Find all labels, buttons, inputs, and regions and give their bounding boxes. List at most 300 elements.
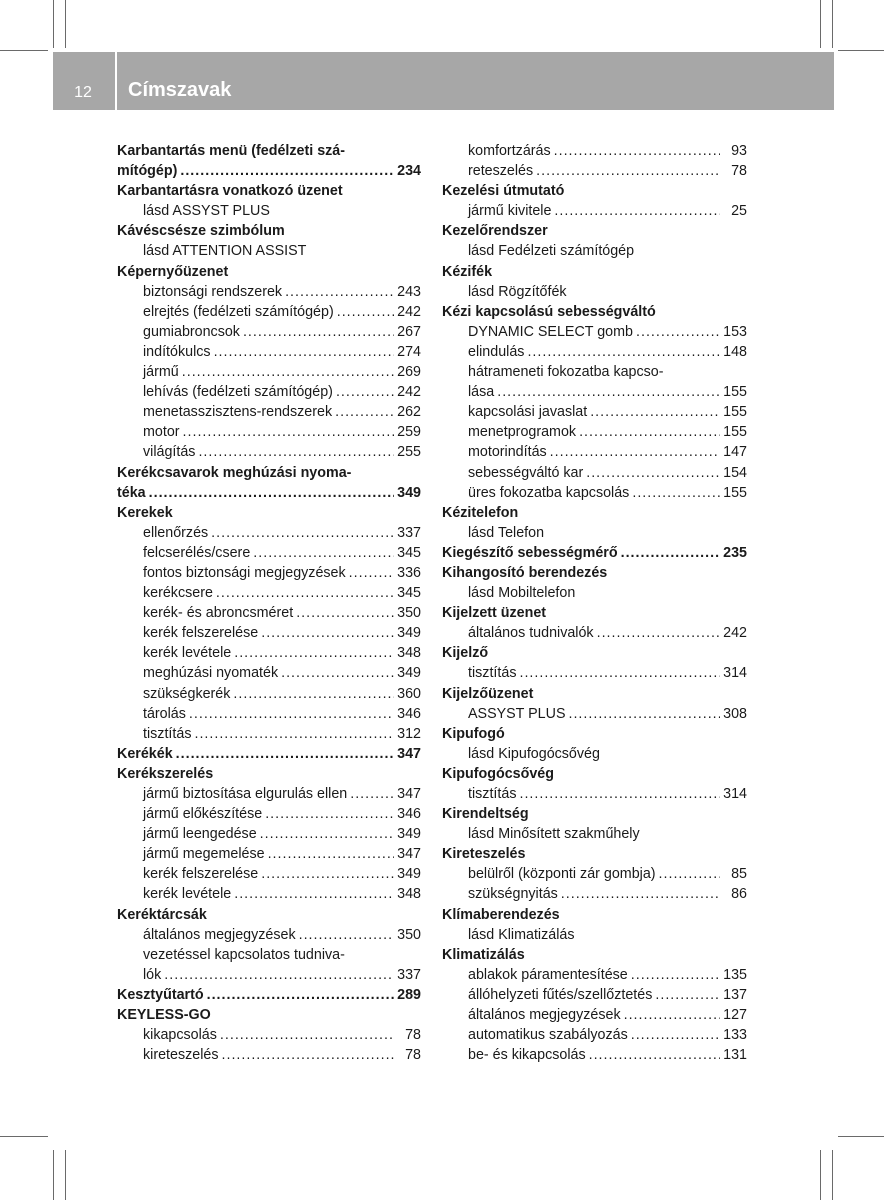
entry-text: Kézi kapcsolású sebességváltó — [442, 303, 656, 320]
entry-text: Kijelzett üzenet — [442, 605, 547, 622]
dot-leader — [497, 382, 720, 402]
dot-leader — [222, 1045, 395, 1065]
crop-mark — [65, 1150, 66, 1200]
entry-text: menetprogramok — [468, 424, 577, 441]
dot-leader — [260, 824, 394, 844]
entry-text: Karbantartásra vonatkozó üzenet — [117, 183, 343, 200]
entry-text: lásd ATTENTION ASSIST — [143, 243, 307, 260]
entry-text: hátrameneti fokozatba kapcso- — [468, 364, 664, 381]
dot-leader — [335, 402, 394, 422]
index-subentry — [117, 282, 421, 302]
entry-text: be- és kikapcsolás — [468, 1047, 586, 1064]
entry-text: lásd Rögzítőfék — [468, 283, 567, 300]
page-reference: 350 — [397, 926, 421, 943]
page-reference: 337 — [397, 524, 421, 541]
index-subentry — [117, 643, 421, 663]
dot-leader — [621, 543, 720, 563]
dot-leader — [568, 704, 720, 724]
entry-text: Kerékszerelés — [117, 765, 214, 782]
index-subentry — [117, 1025, 421, 1045]
entry-text: Kipufogócsővég — [442, 765, 554, 782]
index-subentry — [442, 201, 747, 221]
index-subentry — [117, 724, 421, 744]
entry-text: Kerékcsavarok meghúzási nyoma- — [117, 464, 352, 481]
entry-text: jármű előkészítése — [143, 806, 263, 823]
index-subentry — [442, 241, 747, 261]
entry-text: kapcsolási javaslat — [468, 404, 588, 421]
index-subentry — [117, 844, 421, 864]
index-heading — [117, 764, 421, 784]
dot-leader — [597, 623, 720, 643]
index-subentry — [117, 543, 421, 563]
crop-mark — [832, 0, 833, 48]
entry-text: fontos biztonsági megjegyzések — [143, 564, 346, 581]
index-subentry — [442, 1005, 747, 1025]
page-reference: 348 — [397, 886, 421, 903]
entry-text: szükségkerék — [143, 685, 231, 702]
entry-text: elindulás — [468, 343, 525, 360]
entry-text: tisztítás — [468, 665, 517, 682]
crop-mark — [832, 1150, 833, 1200]
entry-text: Kerekek — [117, 504, 173, 521]
index-subentry — [117, 884, 421, 904]
entry-text: menetasszisztens-rendszerek — [143, 404, 333, 421]
page-reference: 289 — [397, 986, 421, 1003]
page-reference: 347 — [397, 846, 421, 863]
page-reference: 337 — [397, 966, 421, 983]
entry-text: tisztítás — [468, 786, 517, 802]
dot-leader — [519, 784, 720, 804]
dot-leader — [631, 965, 720, 985]
page-title: Címszavak — [128, 79, 232, 101]
dot-leader — [182, 362, 394, 382]
index-subentry — [117, 201, 421, 221]
dot-leader — [337, 302, 394, 322]
index-heading — [442, 503, 747, 523]
entry-text: téka — [117, 484, 146, 501]
dot-leader — [281, 663, 394, 683]
index-subentry — [442, 161, 747, 181]
page-reference: 349 — [397, 866, 421, 883]
dot-leader — [180, 161, 394, 181]
index-heading — [442, 221, 747, 241]
entry-text: lásd Kipufogócsővég — [468, 745, 600, 762]
entry-text: Kezelési útmutató — [442, 183, 565, 200]
page-reference: 345 — [397, 585, 421, 602]
index-subentry — [117, 302, 421, 322]
index-subentry — [117, 945, 421, 965]
entry-text: tárolás — [143, 705, 186, 722]
crop-mark — [838, 1136, 884, 1137]
dot-leader — [265, 804, 394, 824]
entry-text: Klímaberendezés — [442, 906, 560, 923]
index-heading — [442, 302, 747, 322]
entry-text: elrejtés (fedélzeti számítógép) — [143, 303, 334, 320]
page-reference: 349 — [397, 826, 421, 843]
entry-text: automatikus szabályozás — [468, 1027, 628, 1044]
dot-leader — [176, 744, 394, 764]
index-subentry — [442, 322, 747, 342]
index-subentry — [442, 402, 747, 422]
page-reference: 312 — [397, 725, 421, 742]
entry-text: ablakok páramentesítése — [468, 966, 628, 983]
index-subentry — [117, 422, 421, 442]
page-reference: 78 — [405, 1027, 421, 1044]
index-subentry — [117, 784, 421, 804]
dot-leader — [243, 322, 394, 342]
dot-leader — [268, 844, 394, 864]
page-reference: 336 — [397, 564, 421, 581]
index-heading — [442, 764, 747, 784]
entry-text: kerék felszerelése — [143, 625, 259, 642]
crop-mark — [53, 1150, 54, 1200]
entry-text: világítás — [143, 444, 196, 461]
page-reference: 269 — [397, 364, 421, 381]
entry-text: lók — [143, 966, 162, 983]
entry-text: belülről (központi zár gombja) — [468, 866, 656, 883]
entry-text: szükségnyitás — [468, 886, 558, 903]
dot-leader — [296, 603, 394, 623]
index-subentry — [117, 442, 421, 462]
page-reference: 345 — [397, 544, 421, 561]
index-subentry — [117, 684, 421, 704]
index-subentry — [442, 382, 747, 402]
index-subentry — [442, 704, 747, 724]
index-subentry — [117, 362, 421, 382]
index-subentry — [117, 824, 421, 844]
index-subentry — [442, 422, 747, 442]
page-reference: 154 — [723, 464, 747, 481]
index-subentry — [117, 704, 421, 724]
entry-text: Karbantartás menü (fedélzeti szá- — [117, 143, 346, 159]
index-heading — [442, 804, 747, 824]
index-subentry — [442, 824, 747, 844]
crop-mark — [838, 50, 884, 51]
index-heading — [442, 945, 747, 965]
dot-leader — [183, 422, 394, 442]
entry-text: Kiegészítő sebességmérő — [442, 544, 618, 561]
entry-text: ellenőrzés — [143, 524, 209, 541]
entry-text: gumiabroncsok — [143, 323, 240, 340]
index-subentry — [442, 1025, 747, 1045]
dot-leader — [632, 483, 720, 503]
page-number: 12 — [74, 84, 92, 101]
entry-text: tisztítás — [143, 725, 192, 742]
entry-text: lásd Mobiltelefon — [468, 585, 576, 602]
index-subentry — [117, 241, 421, 261]
dot-leader — [536, 161, 720, 181]
page-reference: 93 — [731, 143, 747, 159]
index-subentry — [117, 523, 421, 543]
dot-leader — [194, 724, 394, 744]
index-heading — [117, 744, 421, 764]
index-heading — [442, 563, 747, 583]
index-subentry — [442, 141, 747, 161]
dot-leader — [624, 1005, 720, 1025]
entry-text: kerék- és abroncsméret — [143, 605, 294, 622]
index-subentry — [442, 463, 747, 483]
index-heading — [117, 262, 421, 282]
entry-text: Kirendeltség — [442, 806, 529, 823]
entry-text: Kávéscsésze szimbólum — [117, 223, 285, 240]
page-reference: 86 — [731, 886, 747, 903]
dot-leader — [234, 884, 394, 904]
page-reference: 360 — [397, 685, 421, 702]
index-subentry — [442, 985, 747, 1005]
index-subentry — [117, 1045, 421, 1065]
dot-leader — [261, 623, 394, 643]
index-heading — [117, 503, 421, 523]
page-reference: 346 — [397, 705, 421, 722]
page-reference: 78 — [405, 1047, 421, 1064]
index-subentry — [442, 583, 747, 603]
page-reference: 308 — [723, 705, 747, 722]
page-reference: 242 — [397, 303, 421, 320]
index-subentry — [117, 864, 421, 884]
dot-leader — [527, 342, 720, 362]
index-heading — [442, 603, 747, 623]
entry-text: Kijelzőüzenet — [442, 685, 534, 702]
entry-text: kerék levétele — [143, 645, 232, 662]
entry-text: komfortzárás — [468, 143, 551, 159]
index-heading — [117, 141, 421, 161]
page-reference: 348 — [397, 645, 421, 662]
entry-text: Kesztyűtartó — [117, 986, 204, 1003]
page-reference: 147 — [723, 444, 747, 461]
page-reference: 148 — [723, 343, 747, 360]
page-reference: 155 — [723, 484, 747, 501]
entry-text: Keréktárcsák — [117, 906, 207, 923]
entry-text: üres fokozatba kapcsolás — [468, 484, 630, 501]
dot-leader — [579, 422, 720, 442]
index-subentry — [442, 1045, 747, 1065]
entry-text: állóhelyzeti fűtés/szellőztetés — [468, 986, 653, 1003]
index-subentry — [442, 784, 747, 804]
index-subentry — [117, 322, 421, 342]
index-heading — [117, 905, 421, 925]
dot-leader — [216, 583, 394, 603]
entry-text: indítókulcs — [143, 343, 211, 360]
entry-text: lásd Fedélzeti számítógép — [468, 243, 635, 260]
dot-leader — [655, 985, 720, 1005]
entry-text: kerék felszerelése — [143, 866, 259, 883]
entry-text: lásd ASSYST PLUS — [143, 203, 270, 220]
index-heading — [442, 905, 747, 925]
page-reference: 242 — [723, 625, 747, 642]
index-subentry — [117, 342, 421, 362]
index-subentry — [442, 483, 747, 503]
entry-text: kikapcsolás — [143, 1027, 217, 1044]
page-reference: 274 — [397, 343, 421, 360]
dot-leader — [233, 684, 394, 704]
page-reference: 347 — [397, 786, 421, 802]
page-reference: 137 — [723, 986, 747, 1003]
page-reference: 155 — [723, 424, 747, 441]
dot-leader — [214, 342, 394, 362]
entry-text: reteszelés — [468, 163, 534, 180]
entry-text: motor — [143, 424, 180, 441]
entry-text: mítógép) — [117, 163, 178, 180]
index-subentry — [442, 362, 747, 382]
dot-leader — [554, 201, 720, 221]
index-subentry — [442, 965, 747, 985]
entry-text: Képernyőüzenet — [117, 263, 229, 280]
dot-leader — [550, 442, 720, 462]
crop-mark — [0, 50, 48, 51]
index-subentry — [442, 623, 747, 643]
crop-mark — [820, 0, 821, 48]
dot-leader — [350, 784, 394, 804]
index-heading — [442, 643, 747, 663]
page-reference: 127 — [723, 1007, 747, 1024]
entry-text: KEYLESS-GO — [117, 1007, 211, 1024]
entry-text: felcserélés/csere — [143, 544, 251, 561]
index-subentry — [117, 583, 421, 603]
dot-leader — [211, 523, 394, 543]
index-subentry — [442, 884, 747, 904]
entry-text: Kireteszelés — [442, 846, 526, 863]
dot-leader — [554, 141, 720, 161]
index-subentry — [117, 382, 421, 402]
index-column-left — [117, 141, 421, 1065]
dot-leader — [198, 442, 394, 462]
entry-text: Kipufogó — [442, 725, 505, 742]
index-subentry — [442, 925, 747, 945]
entry-text: Kézitelefon — [442, 504, 519, 521]
index-subentry — [442, 282, 747, 302]
index-subentry — [442, 523, 747, 543]
entry-text: kerék levétele — [143, 886, 232, 903]
entry-text: általános megjegyzések — [143, 926, 296, 943]
index-subentry — [117, 603, 421, 623]
page-reference: 242 — [397, 384, 421, 401]
dot-leader — [149, 483, 394, 503]
page-reference: 155 — [723, 404, 747, 421]
page-reference: 155 — [723, 384, 747, 401]
crop-mark — [53, 0, 54, 48]
index-heading — [442, 262, 747, 282]
index-column-right — [442, 141, 747, 1065]
index-subentry — [117, 563, 421, 583]
entry-text: lehívás (fedélzeti számítógép) — [143, 384, 333, 401]
entry-text: kerékcsere — [143, 585, 213, 602]
index-heading — [442, 724, 747, 744]
dot-leader — [561, 884, 720, 904]
entry-text: lásd Telefon — [468, 524, 545, 541]
dot-leader — [519, 663, 720, 683]
entry-text: motorindítás — [468, 444, 547, 461]
index-subentry — [442, 864, 747, 884]
entry-text: Kihangosító berendezés — [442, 564, 608, 581]
index-heading — [117, 181, 421, 201]
page-reference: 350 — [397, 605, 421, 622]
entry-text: jármű — [143, 364, 179, 381]
index-subentry — [442, 663, 747, 683]
index-heading — [442, 543, 747, 563]
entry-text: jármű kivitele — [468, 203, 552, 220]
dot-leader — [285, 282, 394, 302]
page-reference: 349 — [397, 484, 421, 501]
entry-text: Kezelőrendszer — [442, 223, 548, 240]
index-heading — [117, 985, 421, 1005]
page-reference: 235 — [723, 544, 747, 561]
index-subentry — [117, 804, 421, 824]
entry-text: lásd Minősített szakműhely — [468, 826, 640, 843]
page-reference: 349 — [397, 665, 421, 682]
index-subentry — [442, 342, 747, 362]
dot-leader — [299, 925, 394, 945]
page-reference: 85 — [731, 866, 747, 883]
index-heading — [117, 463, 421, 483]
entry-text: Kerékék — [117, 745, 173, 762]
entry-text: Kijelző — [442, 645, 489, 662]
page-reference: 243 — [397, 283, 421, 300]
page-reference: 314 — [723, 786, 747, 802]
entry-text: ASSYST PLUS — [468, 705, 566, 722]
index-heading — [117, 221, 421, 241]
dot-leader — [349, 563, 394, 583]
entry-text: lásd Klimatizálás — [468, 926, 575, 943]
page-reference: 131 — [723, 1047, 747, 1064]
entry-text: jármű megemelése — [143, 846, 265, 863]
dot-leader — [189, 704, 394, 724]
index-heading — [117, 161, 421, 181]
dot-leader — [253, 543, 394, 563]
entry-text: biztonsági rendszerek — [143, 283, 283, 300]
index-subentry — [117, 402, 421, 422]
page-reference: 135 — [723, 966, 747, 983]
index-subentry — [442, 442, 747, 462]
dot-leader — [586, 463, 720, 483]
entry-text: kireteszelés — [143, 1047, 219, 1064]
index-subentry — [117, 623, 421, 643]
page-reference: 78 — [731, 163, 747, 180]
entry-text: jármű biztosítása elgurulás ellen — [143, 786, 348, 802]
index-subentry — [442, 744, 747, 764]
page-reference: 347 — [397, 745, 421, 762]
crop-mark — [0, 1136, 48, 1137]
page-reference: 346 — [397, 806, 421, 823]
page-reference: 133 — [723, 1027, 747, 1044]
dot-leader — [336, 382, 394, 402]
index-heading — [442, 181, 747, 201]
index-heading — [117, 483, 421, 503]
entry-text: vezetéssel kapcsolatos tudniva- — [143, 946, 345, 963]
dot-leader — [631, 1025, 720, 1045]
index-heading — [117, 1005, 421, 1025]
dot-leader — [659, 864, 720, 884]
entry-text: DYNAMIC SELECT gomb — [468, 323, 633, 340]
entry-text: sebességváltó kar — [468, 464, 584, 481]
index-subentry — [117, 925, 421, 945]
page-reference: 267 — [397, 323, 421, 340]
entry-text: általános tudnivalók — [468, 625, 594, 642]
page-reference: 262 — [397, 404, 421, 421]
crop-mark — [65, 0, 66, 48]
crop-mark — [820, 1150, 821, 1200]
dot-leader — [261, 864, 394, 884]
page-reference: 153 — [723, 323, 747, 340]
index-heading — [442, 684, 747, 704]
page-reference: 234 — [397, 163, 421, 180]
dot-leader — [207, 985, 394, 1005]
page-reference: 255 — [397, 444, 421, 461]
index-subentry — [117, 663, 421, 683]
dot-leader — [234, 643, 394, 663]
entry-text: Klimatizálás — [442, 946, 525, 963]
entry-text: meghúzási nyomaték — [143, 665, 279, 682]
entry-text: lása — [468, 384, 495, 401]
